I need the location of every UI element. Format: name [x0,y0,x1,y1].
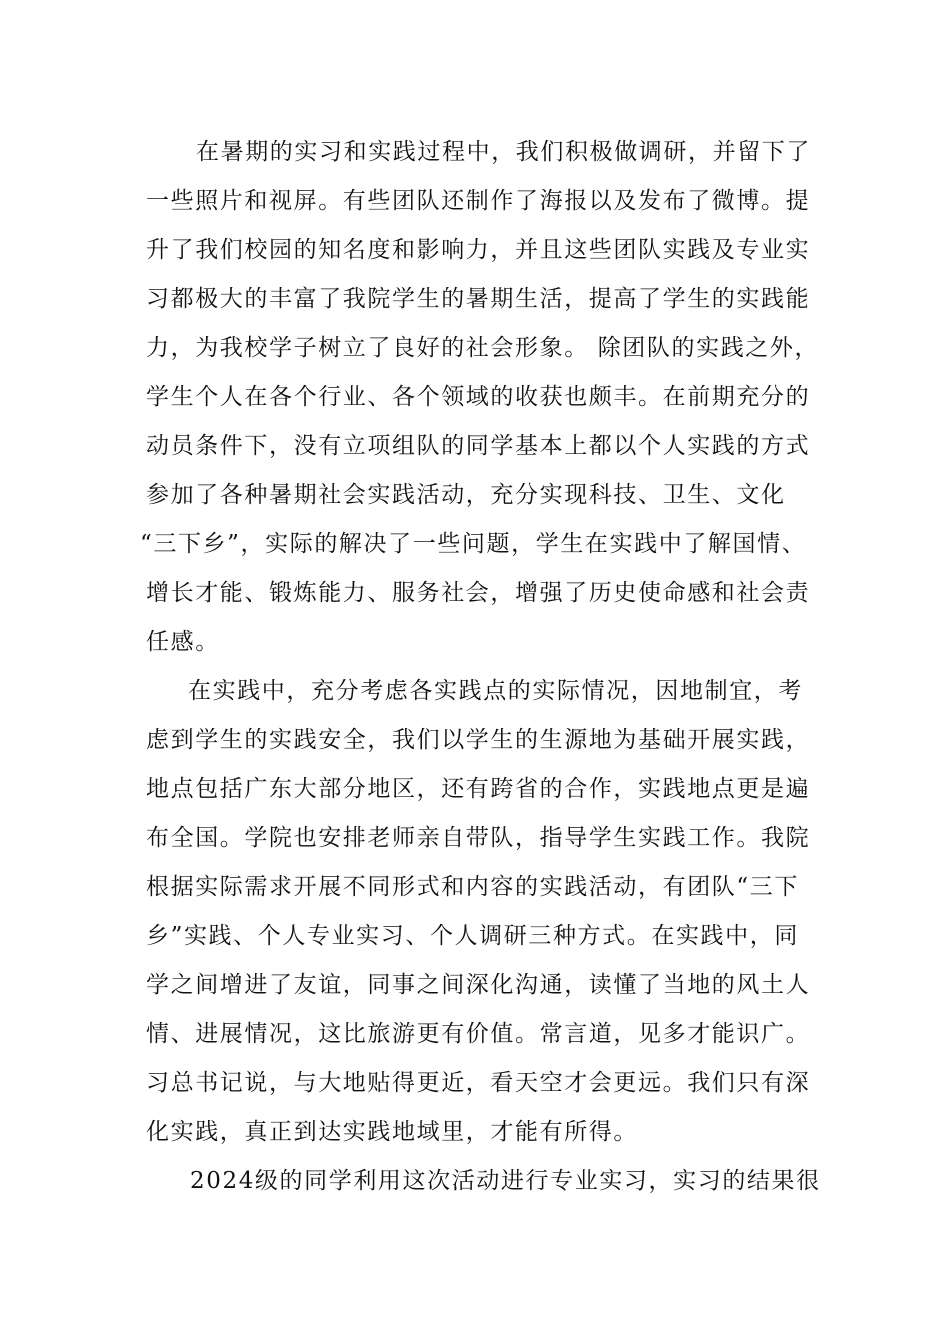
paragraph-2-line-1: 在实践中，充分考虑各实践点的实际情况，因地制宜，考 [188,678,803,704]
paragraph-2-line-7: 学之间增进了友谊，同事之间深化沟通，读懂了当地的风土人 [146,972,811,998]
paragraph-1-line-4: 习都极大的丰富了我院学生的暑期生活，提高了学生的实践能 [146,286,811,312]
paragraph-1-line-8: 参加了各种暑期社会实践活动，充分实现科技、卫生、文化 [146,482,786,508]
paragraph-2-line-6: 乡”实践、个人专业实习、个人调研三种方式。在实践中，同 [146,923,799,949]
paragraph-2-line-4: 布全国。学院也安排老师亲自带队，指导学生实践工作。我院 [146,825,811,851]
paragraph-1-line-10: 增长才能、锻炼能力、服务社会，增强了历史使命感和社会责 [146,580,811,606]
paragraph-1-line-1: 在暑期的实习和实践过程中，我们积极做调研，并留下了 [196,139,811,165]
paragraph-3-line-1: 2024级的同学利用这次活动进行专业实习，实习的结果很 [190,1168,821,1194]
paragraph-1-line-7: 动员条件下，没有立项组队的同学基本上都以个人实践的方式 [146,433,811,459]
paragraph-1-line-9: “三下乡”，实际的解决了一些问题，学生在实践中了解国情、 [140,531,807,557]
paragraph-2-line-9: 习总书记说，与大地贴得更近，看天空才会更远。我们只有深 [146,1070,811,1096]
paragraph-2-line-2: 虑到学生的实践安全，我们以学生的生源地为基础开展实践， [146,727,811,753]
paragraph-2-line-8: 情、进展情况，这比旅游更有价值。常言道，见多才能识广。 [146,1021,811,1047]
paragraph-2-line-3: 地点包括广东大部分地区，还有跨省的合作，实践地点更是遍 [146,776,811,802]
paragraph-2-line-10: 化实践，真正到达实践地域里，才能有所得。 [146,1119,638,1145]
paragraph-2-line-5: 根据实际需求开展不同形式和内容的实践活动，有团队“三下 [146,874,799,900]
paragraph-1-line-3: 升了我们校园的知名度和影响力，并且这些团队实践及专业实 [146,237,811,263]
paragraph-1-line-11: 任感。 [146,629,220,655]
paragraph-1-line-5: 力，为我校学子树立了良好的社会形象。 除团队的实践之外， [146,335,820,361]
paragraph-1-line-6: 学生个人在各个行业、各个领域的收获也颇丰。在前期充分的 [146,384,811,410]
paragraph-1-line-2: 一些照片和视屏。有些团队还制作了海报以及发布了微博。提 [146,188,811,214]
